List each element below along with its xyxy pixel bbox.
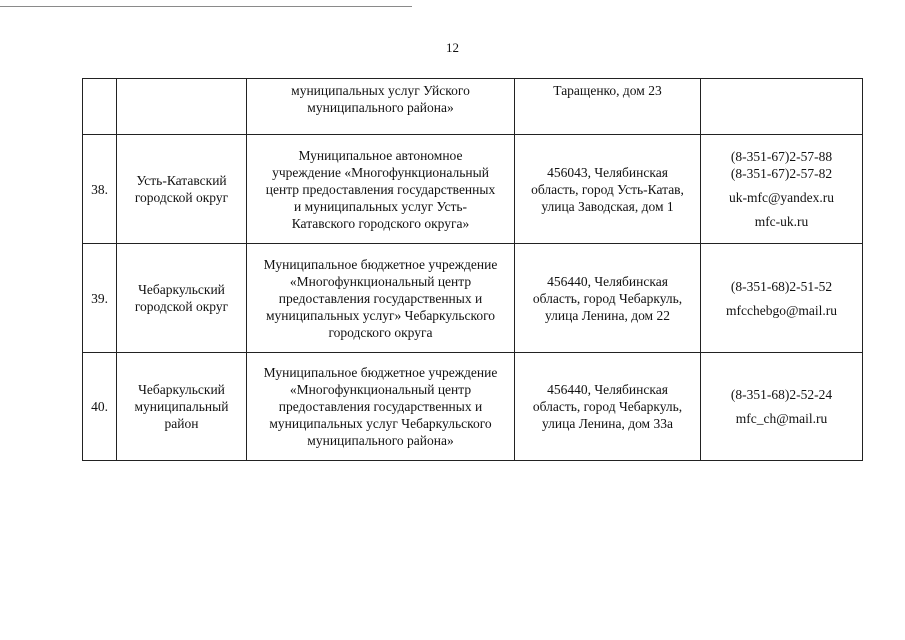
district-cell [117,79,247,135]
district-line: Усть-Катавский [136,173,227,188]
contacts-cell [701,244,863,353]
organization-line: муниципального района» [307,433,454,448]
contacts-cell [701,135,863,244]
row-number: 40. [91,399,108,414]
address-line: 456440, Челябинская [547,382,668,397]
website-address: mfc-uk.ru [754,214,809,229]
district-line: Чебаркульский [138,282,225,297]
phone-number: (8-351-67)2-57-88 [730,149,833,164]
organization-line: и муниципальных услуг Усть- [293,198,468,214]
table-row [83,135,863,244]
organization-line: муниципальных услуг» Чебаркульского [265,307,496,323]
spacer [704,206,859,213]
organization-line: Катавского городского округа» [291,215,470,231]
organization-line: городского округа [328,324,433,340]
district-line: Чебаркульский [138,382,225,397]
address-line: Таращенко, дом 23 [553,83,662,98]
organization-line: предоставления государственных и [278,290,483,306]
organization-line: муниципальных услуг Чебаркульского [269,416,492,431]
address-line: область, город Чебаркуль, [532,290,683,306]
row-number: 38. [91,181,108,197]
district-line: район [164,416,199,431]
district-line: городской округ [134,190,229,205]
district-cell [117,244,247,353]
address-line: улица Ленина, дом 22 [545,307,670,323]
organization-line: «Многофункциональный центр [289,273,472,289]
district-cell [117,353,247,461]
phone-number: (8-351-68)2-52-24 [730,387,833,402]
email-address: mfc_ch@mail.ru [735,411,828,426]
organization-line: Муниципальное автономное [298,147,463,163]
address-line: область, город Усть-Катав, [531,181,684,197]
address-line: 456440, Челябинская [547,273,668,289]
organization-cell [247,244,515,353]
table-row [83,79,863,135]
organization-line: «Многофункциональный центр [289,382,472,397]
address-line: улица Заводская, дом 1 [541,198,674,214]
organization-line: Муниципальное бюджетное учреждение [263,365,498,380]
address-line: область, город Чебаркуль, [532,399,683,414]
organization-line: муниципального района» [307,100,454,115]
phone-number: (8-351-67)2-57-82 [730,166,833,181]
organization-line: центр предоставления государственных [265,181,496,197]
organization-line: Муниципальное бюджетное учреждение [263,256,498,272]
address-cell [515,244,701,353]
email-address: uk-mfc@yandex.ru [728,190,835,205]
address-cell [515,135,701,244]
district-cell [117,135,247,244]
row-number-cell [83,353,117,461]
row-number-cell [83,135,117,244]
organization-line: предоставления государственных и [278,399,483,414]
spacer [704,182,859,189]
page-number: 12 [446,40,459,55]
contacts-cell [701,353,863,461]
organization-line: учреждение «Многофункциональный [272,164,489,180]
district-line: городской округ [134,299,229,314]
table-row [83,353,863,461]
address-line: улица Ленина, дом 33а [542,416,673,431]
top-rule [0,6,412,7]
phone-number: (8-351-68)2-51-52 [730,278,833,294]
email-address: mfcchebgo@mail.ru [725,302,838,318]
address-line: 456043, Челябинская [547,164,668,180]
address-cell [515,79,701,135]
table-row [83,244,863,353]
row-number-cell [83,244,117,353]
organization-cell [247,353,515,461]
organization-line: муниципальных услуг Уйского [291,83,470,98]
organization-cell [247,135,515,244]
organization-cell [247,79,515,135]
row-number-cell [83,79,117,135]
spacer [704,403,859,410]
spacer [704,295,859,302]
contacts-cell [701,79,863,135]
row-number: 39. [91,290,108,306]
district-line: муниципальный [134,399,229,414]
address-cell [515,353,701,461]
mfc-table [82,78,863,461]
